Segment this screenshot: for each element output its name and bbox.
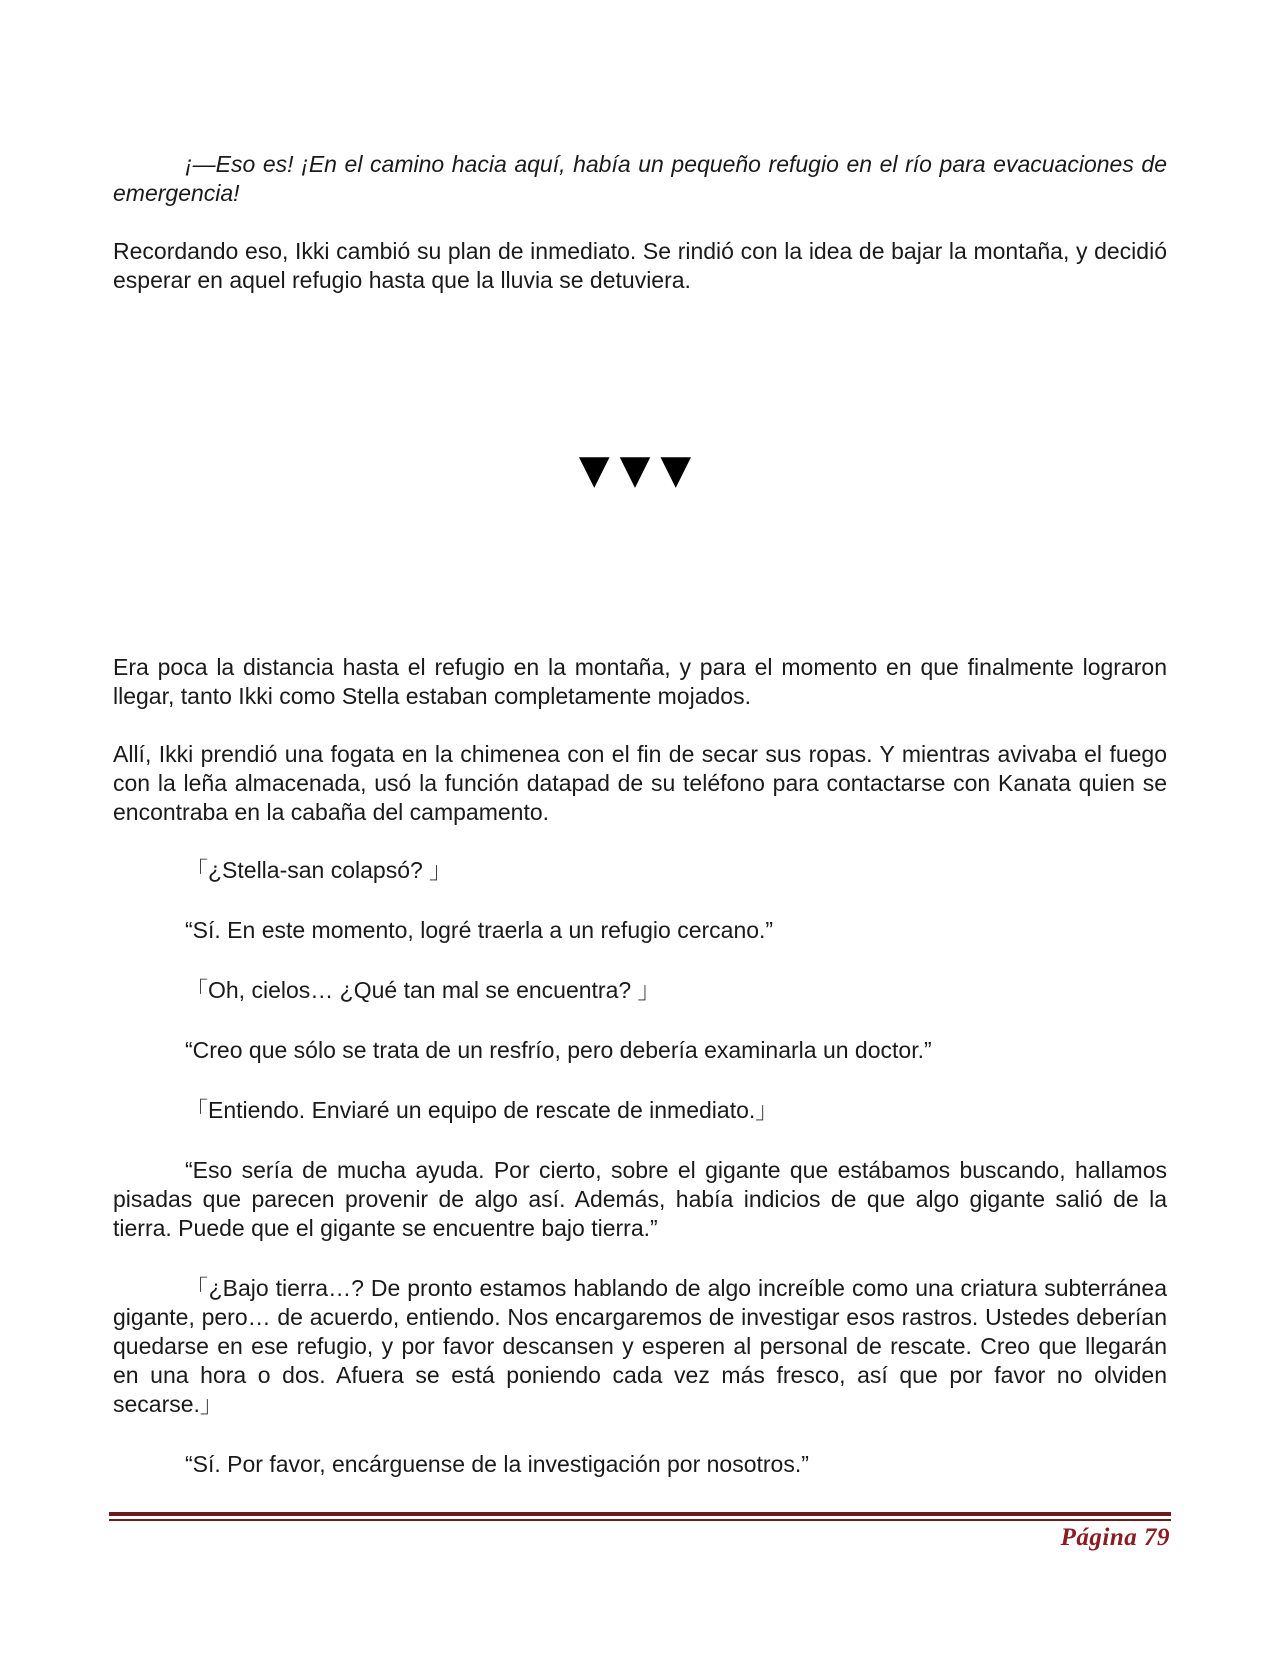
dialog-line-6: “Eso sería de mucha ayuda. Por cierto, sobre el gigante que estábamos buscando, hallamos pisadas que parecen provenir de algo así. Además, había indicios de que algo gigante salió de la tierra. Puede que el gigante se encuentre bajo tierra.” xyxy=(113,1157,1167,1241)
paragraph-shelter-realization: ¡—Eso es! ¡En el camino hacia aquí, había un pequeño refugio en el río para evacuaciones de emergencia! xyxy=(113,151,1167,206)
footer-rule-thin xyxy=(109,1519,1171,1521)
paragraph-fireplace-call: Allí, Ikki prendió una fogata en la chimenea con el fin de secar sus ropas. Y mientras avivaba el fuego con la leña almacenada, usó la función datapad de su teléfono para contactarse con Kanata quien se encontraba en la cabaña del campamento. xyxy=(113,741,1167,825)
dialog-line-1: 「¿Stella-san colapsó? 」 xyxy=(185,857,453,883)
page-number: Página 79 xyxy=(1060,1524,1170,1551)
paragraph-change-of-plan: Recordando eso, Ikki cambió su plan de inmediato. Se rindió con la idea de bajar la montaña, y decidió esperar en aquel refugio hasta que la lluvia se detuviera. xyxy=(113,238,1167,293)
paragraph-arrival-at-refuge: Era poca la distancia hasta el refugio en la montaña, y para el momento en que finalmente lograron llegar, tanto Ikki como Stella estaban completamente mojados. xyxy=(113,654,1167,709)
dialog-line-2: “Sí. En este momento, logré traerla a un refugio cercano.” xyxy=(185,917,774,943)
dialog-line-5: 「Entiendo. Enviaré un equipo de rescate de inmediato.」 xyxy=(185,1097,779,1123)
dialog-line-7: 「¿Bajo tierra…? De pronto estamos hablando de algo increíble como una criatura subterránea gigante, pero… de acuerdo, entiendo. Nos encargaremos de investigar esos rastros. Ustedes deberían quedarse en ese refugio, y por favor descansen y esperen al personal de rescate. Creo que llegarán en una hora o dos. Afuera se está poniendo cada vez más fresco, así que por favor no olviden secarse.」 xyxy=(113,1275,1167,1417)
scene-break-triangles: ▼▼▼ xyxy=(578,447,702,493)
dialog-line-8: “Sí. Por favor, encárguense de la investigación por nosotros.” xyxy=(185,1451,809,1477)
footer-rule-thick xyxy=(109,1512,1171,1516)
dialog-line-4: “Creo que sólo se trata de un resfrío, pero debería examinarla un doctor.” xyxy=(185,1037,932,1063)
dialog-line-3: 「Oh, cielos… ¿Qué tan mal se encuentra? 」 xyxy=(185,977,661,1003)
